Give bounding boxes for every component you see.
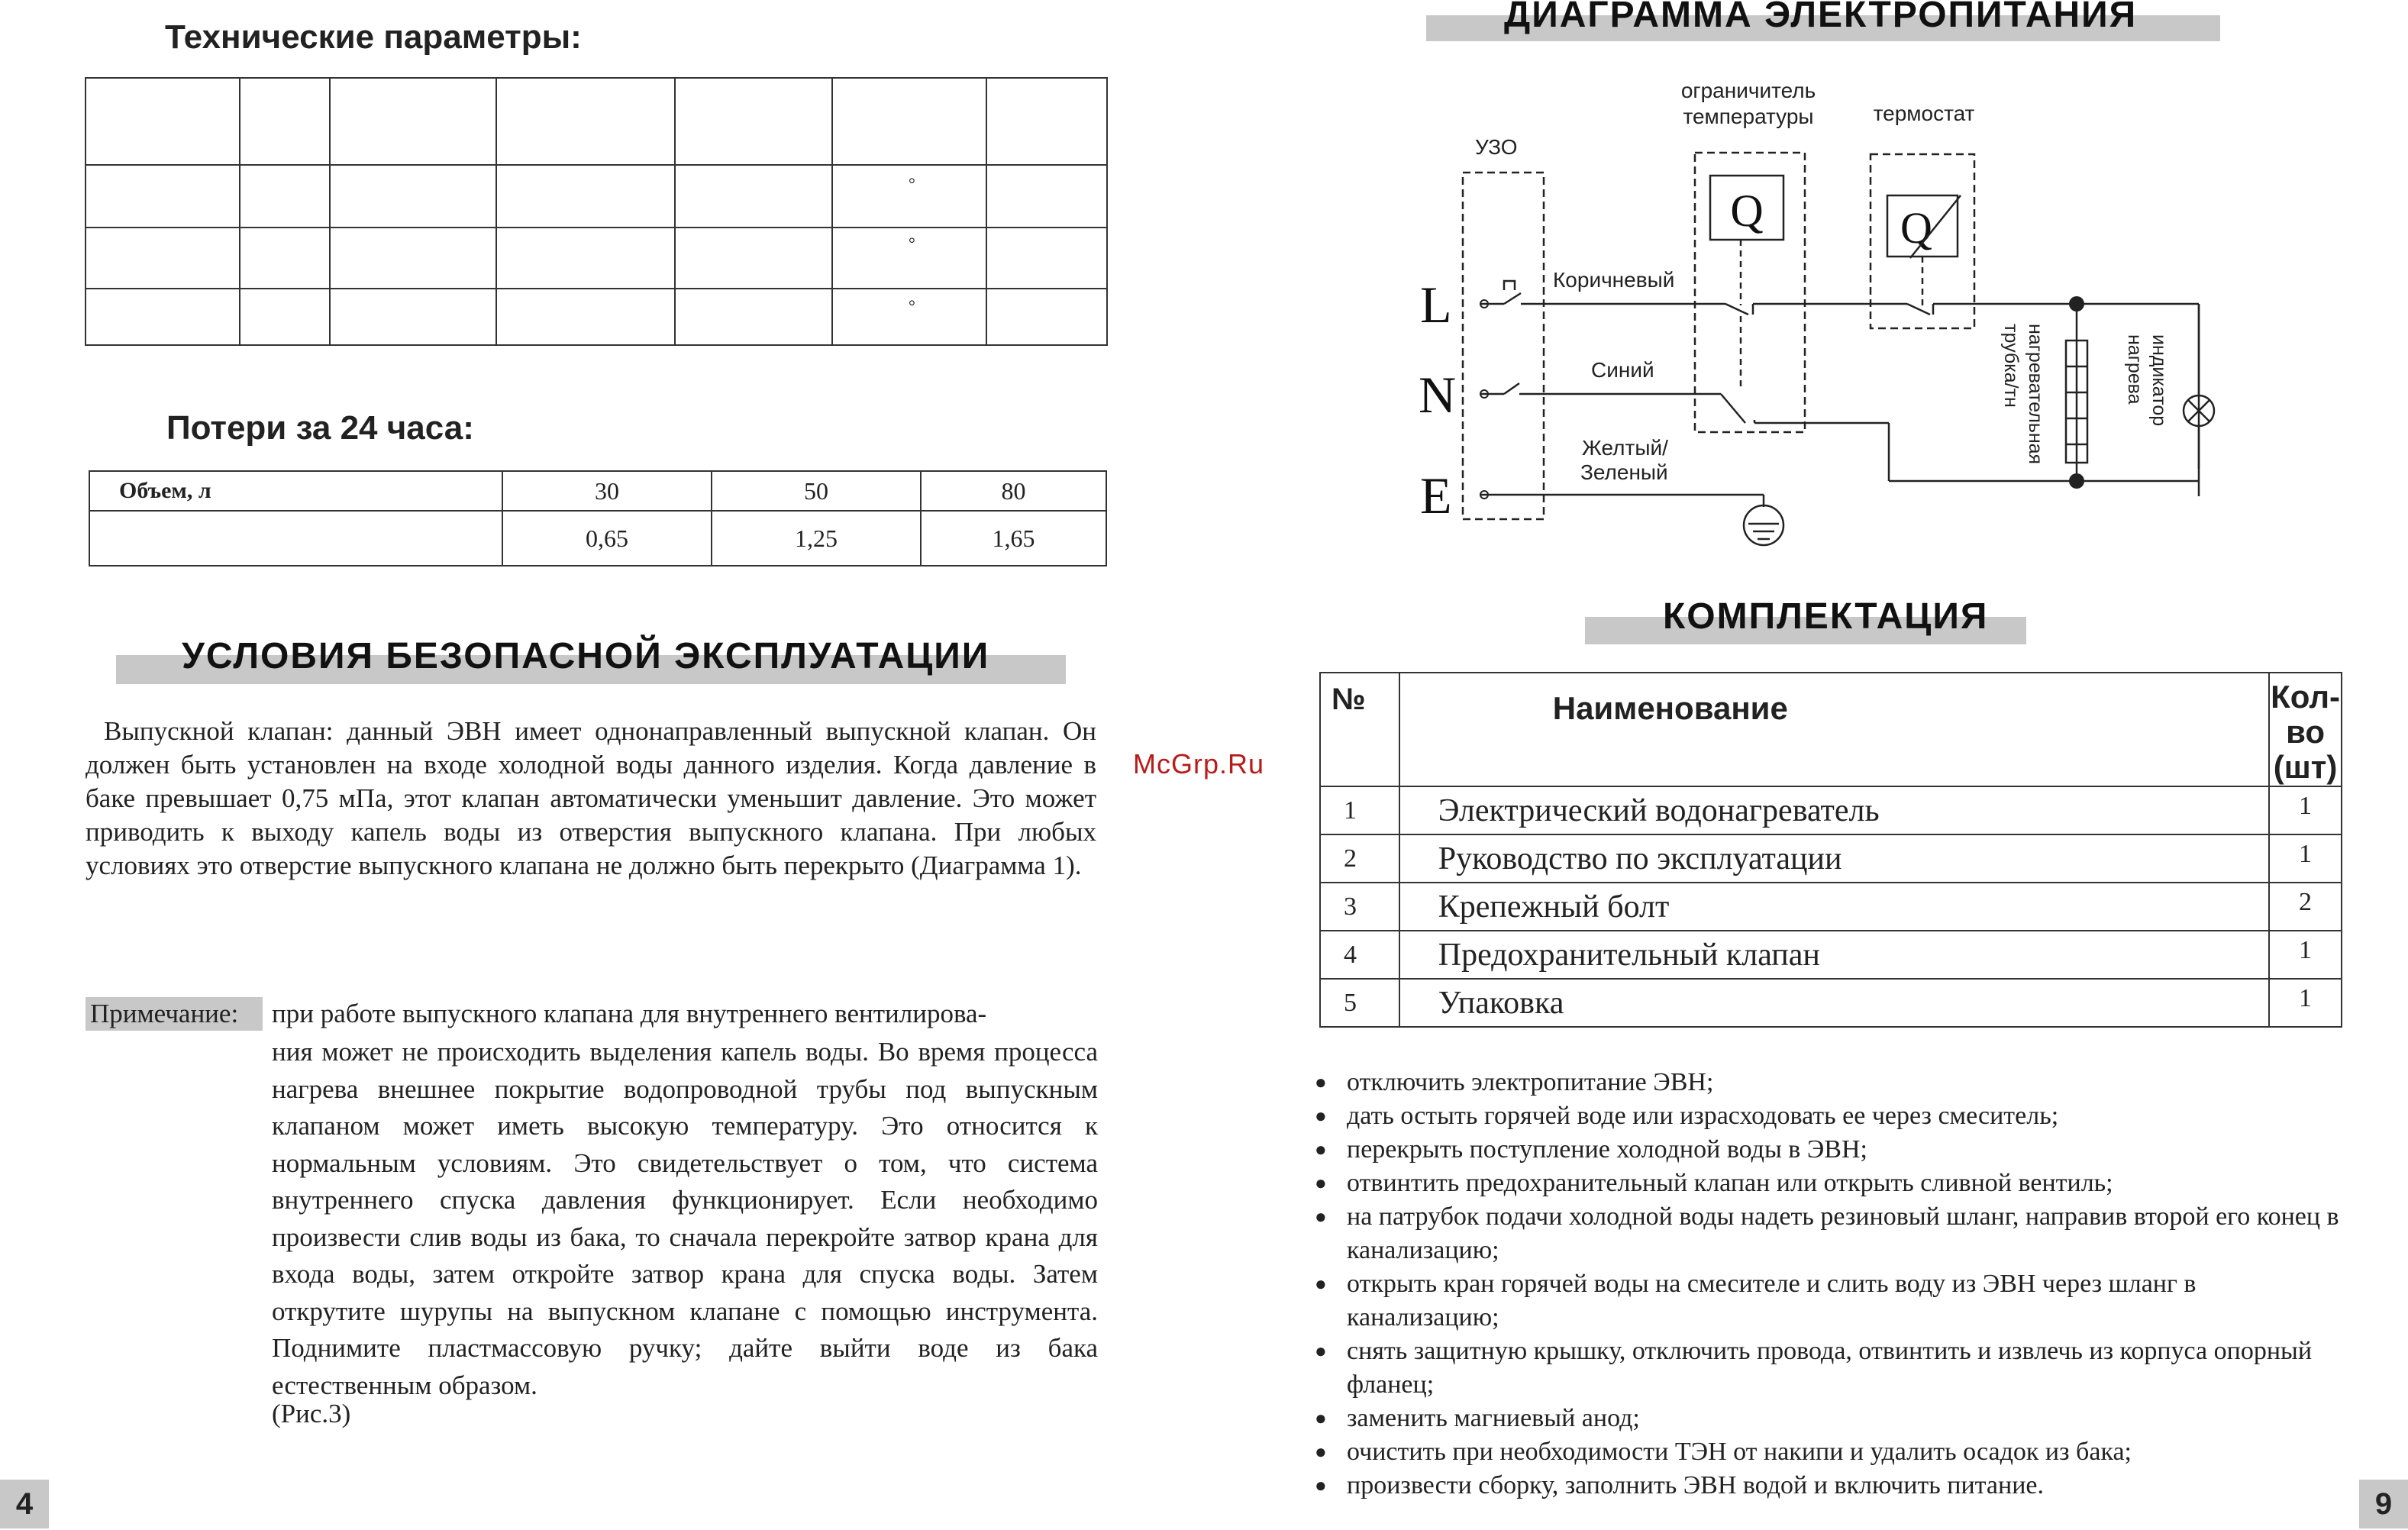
- safety-paragraph: Выпускной клапан: данный ЭВН имеет однонаправленный выпускной клапан. Он должен быть установлен на входе холодной воды данного изделия. Когда давление в баке превышает 0,75 мПа, этот клапан автоматически уменьшит давление. Это может приводить к выходу капель воды из отверстия выпускного клапана. При любых условиях это отверстие выпускного клапана не должно быть перекрыто (Диаграмма 1).: [86, 716, 1096, 880]
- losses-title: Потери за 24 часа:: [166, 409, 474, 447]
- kit-header-qty-line1: Кол-во: [2271, 679, 2340, 750]
- uzo-label: УЗО: [1475, 135, 1518, 159]
- note-body: ния может не происходить выделения капель воды. Во время процесса нагрева внешнее покрытие водопроводной трубы под выпускным клапаном может иметь высокую температуру. Это относится к нормальным условиям. Это свидетельствует о том, что система внутреннего спуска давления функционирует. Если необходимо произвести слив воды из бака, то сначала перекройте затвор крана для входа воды, затем откройте затвор крана для спуска воды. Затем открутите шурупы на выпускном клапане с помощью инструмента. Поднимите пластмассовую ручку; дайте выйти воде из бака естественным образом.: [272, 1037, 1098, 1400]
- kit-row: [1320, 786, 2342, 834]
- wire-brown-label: Коричневый: [1553, 268, 1675, 292]
- losses-header-volume: Объем, л: [89, 471, 502, 511]
- losses-value-50: 1,25: [712, 511, 921, 566]
- indicator-label-2: нагрева: [2124, 334, 2145, 405]
- line-l-label: L: [1420, 276, 1452, 334]
- kit-row-qty: 1: [2269, 931, 2342, 979]
- kit-row-num: 4: [1320, 931, 1399, 979]
- degree-mark: °: [909, 296, 915, 315]
- kit-row: [1320, 931, 2342, 979]
- kit-row-num: 3: [1320, 883, 1399, 931]
- indicator-label-1: индикатор: [2148, 334, 2170, 427]
- watermark-link[interactable]: McGrp.Ru: [1133, 748, 1265, 780]
- step-item: ● открыть кран горячей воды на смесителе и слить воду из ЭВН через шланг в канализацию;: [1315, 1267, 2353, 1335]
- page-number-left: 4: [0, 1480, 49, 1528]
- losses-header-30: 30: [502, 471, 712, 511]
- kit-row: [1320, 834, 2342, 883]
- tech-params-table: [0, 0, 1115, 359]
- wiring-diagram: [1390, 69, 2245, 573]
- losses-header-50: 50: [712, 471, 921, 511]
- kit-row-name: Упаковка: [1399, 979, 2269, 1027]
- note-tail: (Рис.3): [272, 1399, 351, 1428]
- step-item: ● на патрубок подачи холодной воды надеть резиновый шланг, направив второй его конец в канализацию;: [1315, 1200, 2353, 1267]
- kit-row-num: 2: [1320, 834, 1399, 883]
- step-item: ● дать остыть горячей воде или израсходовать ее через смеситель;: [1315, 1099, 2353, 1133]
- wire-blue-label: Синий: [1591, 358, 1654, 382]
- losses-table: [89, 470, 1107, 566]
- kit-row-name: Руководство по эксплуатации: [1399, 834, 2269, 883]
- kit-row-qty: 2: [2269, 883, 2342, 931]
- step-item: ● заменить магниевый анод;: [1315, 1402, 2353, 1435]
- kit-title: КОМПЛЕКТАЦИЯ: [1663, 596, 1989, 637]
- limiter-label-1: ограничитель: [1680, 79, 1816, 102]
- step-item: ● снять защитную крышку, отключить провода, отвинтить и извлечь из корпуса опорный фланец;: [1315, 1335, 2353, 1402]
- junction-dot: [2069, 473, 2084, 489]
- losses-value-30: 0,65: [502, 511, 712, 566]
- junction-dot: [2069, 296, 2084, 311]
- kit-row-name: Предохранительный клапан: [1399, 931, 2269, 979]
- wire-ground-label-1: Желтый/: [1582, 436, 1668, 460]
- step-item: ● перекрыть поступление холодной воды в ЭВН;: [1315, 1133, 2353, 1167]
- kit-row-qty: 1: [2269, 834, 2342, 883]
- note-label: Примечание:: [90, 999, 239, 1028]
- wire-ground-label-2: Зеленый: [1580, 460, 1668, 484]
- tech-params-title: Технические параметры:: [165, 18, 582, 56]
- losses-value-80: 1,65: [921, 511, 1106, 566]
- uzo-box: [1463, 173, 1544, 519]
- line-n-label: N: [1419, 366, 1457, 424]
- kit-row-qty: 1: [2269, 979, 2342, 1027]
- kit-row: [1320, 979, 2342, 1027]
- losses-row-label: [89, 511, 502, 566]
- limiter-label-2: температуры: [1683, 105, 1814, 128]
- heater-label-1: нагревательная: [2025, 324, 2046, 465]
- step-item: ● очистить при необходимости ТЭН от накипи и удалить осадок из бака;: [1315, 1435, 2353, 1469]
- kit-row: [1320, 883, 2342, 931]
- kit-row-qty: 1: [2269, 786, 2342, 834]
- step-item: ● отключить электропитание ЭВН;: [1315, 1066, 2353, 1099]
- kit-header-qty-line2: (шт): [2273, 749, 2338, 785]
- kit-row-num: 5: [1320, 979, 1399, 1027]
- note-first-line: при работе выпускного клапана для внутреннего вентилирова-: [272, 999, 987, 1028]
- kit-row-name: Электрический водонагреватель: [1399, 786, 2269, 834]
- heater-label-2: трубка/тн: [2000, 324, 2022, 408]
- safety-title: УСЛОВИЯ БЕЗОПАСНОЙ ЭКСПЛУАТАЦИИ: [182, 636, 990, 676]
- losses-header-80: 80: [921, 471, 1106, 511]
- kit-table: [1319, 672, 2342, 1028]
- kit-header-name: Наименование: [1399, 673, 2269, 786]
- kit-row-name: Крепежный болт: [1399, 883, 2269, 931]
- limiter-q-symbol: Q: [1730, 186, 1764, 236]
- kit-header-num: №: [1320, 673, 1399, 786]
- diagram-title: ДИАГРАММА ЭЛЕКТРОПИТАНИЯ: [1504, 0, 2138, 35]
- steps-list: [1315, 1066, 2353, 1503]
- degree-mark: °: [909, 174, 915, 193]
- degree-mark: °: [909, 234, 915, 253]
- line-e-label: E: [1420, 466, 1452, 525]
- kit-row-num: 1: [1320, 786, 1399, 834]
- page-number-right: 9: [2359, 1480, 2408, 1528]
- step-item: ● произвести сборку, заполнить ЭВН водой и включить питание.: [1315, 1469, 2353, 1503]
- kit-header-qty: [2269, 673, 2342, 786]
- thermostat-q-symbol: Q: [1900, 203, 1932, 253]
- thermostat-label: термостат: [1873, 102, 1975, 125]
- step-item: ● отвинтить предохранительный клапан или открыть сливной вентиль;: [1315, 1167, 2353, 1200]
